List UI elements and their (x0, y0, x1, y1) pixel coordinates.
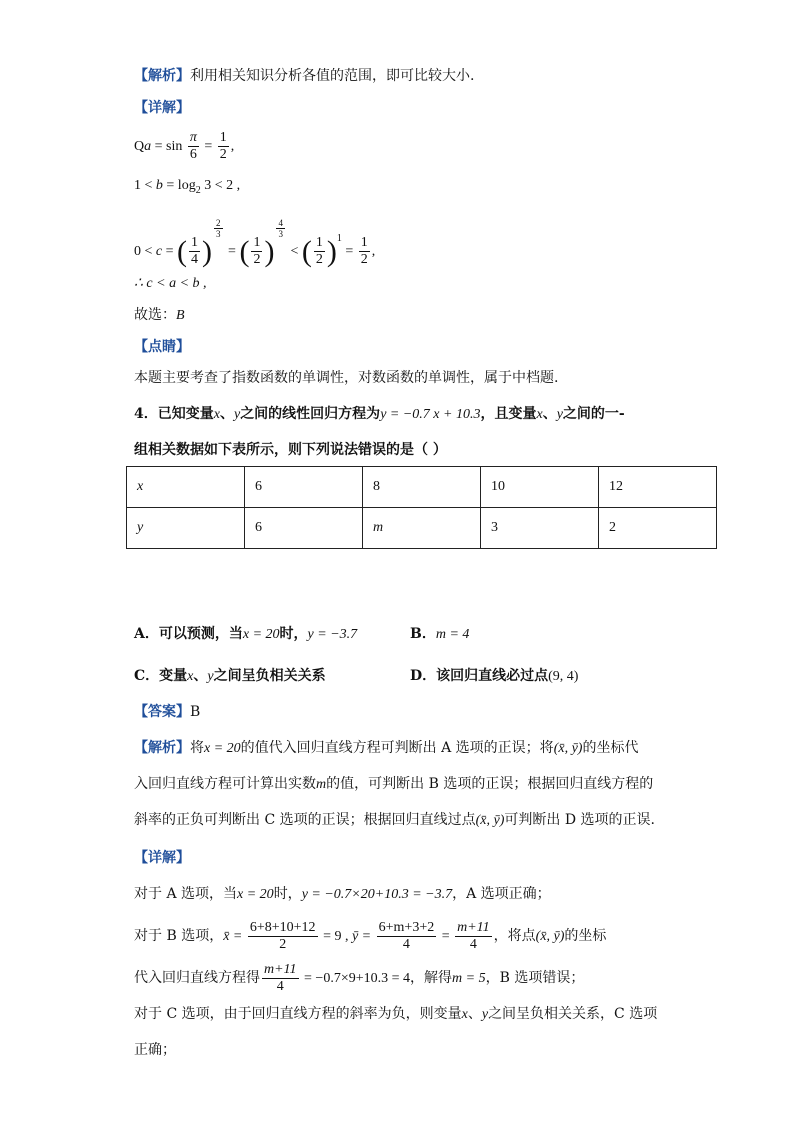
detail-text: 对于 C 选项，由于回归直线方程的斜率为负，则变量 (134, 1006, 462, 1022)
analysis-text: 可判断出 D 选项的正误. (504, 812, 655, 828)
numerator: 1 (191, 235, 199, 251)
detail-text: 对于 A 选项，当 (134, 886, 238, 902)
option-text: 之间呈负相关关系 (213, 668, 326, 684)
option-math: m = 4 (435, 627, 470, 642)
fraction (188, 130, 199, 163)
option-text: D．该回归直线必过点 (410, 668, 549, 684)
table-cell: m (363, 508, 481, 549)
denominator: 4 (276, 978, 284, 994)
math-text: , (371, 244, 376, 259)
analysis-line-1 (134, 738, 638, 759)
analysis-line-2 (134, 774, 653, 795)
detail-text: ，解得 (410, 970, 453, 986)
table-cell: 2 (599, 508, 717, 549)
option-math: y = −3.7 (307, 627, 358, 642)
detail-text: 对于 B 选项， (134, 928, 224, 944)
detail-text: 时， (273, 886, 302, 902)
fraction (189, 235, 200, 268)
analysis-line-3 (134, 810, 655, 831)
regression-equation: y = −0.7 x + 10.3 (380, 407, 481, 422)
var-x: x (536, 407, 543, 422)
table-cell: 10 (481, 467, 599, 508)
fraction (251, 235, 262, 268)
var-y: y (481, 1007, 489, 1022)
math-text: Q (134, 139, 145, 154)
table-row (127, 508, 717, 549)
numerator: 6+m+3+2 (378, 919, 435, 935)
math-var: c (155, 244, 163, 259)
point-mean: (x̄, ȳ) (553, 741, 583, 756)
detail-b-line (134, 914, 606, 959)
detail-text: 之间呈负相关关系，C 选项 (488, 1006, 658, 1022)
q-text: 之间的一- (562, 406, 625, 422)
math-text: = (162, 244, 178, 259)
detail-tag: 【详解】 (134, 100, 190, 116)
detail-tag-line (134, 848, 190, 868)
analysis-text: 入回归直线方程可计算出实数 (134, 776, 316, 792)
analysis-text: 的值，可判断出 B 选项的正误；根据回归直线方程的 (326, 776, 654, 792)
detail-c-line (134, 1004, 657, 1025)
numerator: 1 (219, 130, 227, 146)
option-c (134, 666, 326, 687)
detail-text: 的坐标 (564, 928, 607, 944)
fraction (262, 962, 299, 995)
q-text: 、 (542, 406, 557, 422)
math-line-d: ∴ c < a < b , (134, 276, 207, 291)
table-cell: 8 (363, 467, 481, 508)
math-text: 1 < (134, 178, 156, 193)
math-text: = sin (151, 139, 186, 154)
denominator: 4 (469, 936, 477, 952)
math-text: = log (162, 178, 196, 193)
denominator: 2 (279, 936, 287, 952)
math-text: = (200, 139, 216, 154)
detail-math: m = 5 (452, 971, 486, 986)
analysis-text: 斜率的正负可判断出 C 选项的正误；根据回归直线过点 (134, 812, 476, 828)
math-var: b (155, 178, 163, 193)
option-math: x = 20 (242, 627, 280, 642)
detail-math: x̄ = (223, 929, 246, 944)
numerator: 1 (315, 235, 323, 251)
point-mean: (x̄, ȳ) (535, 929, 565, 944)
table-cell: 6 (245, 467, 363, 508)
answer-tag: 【答案】 (134, 704, 190, 720)
analysis-text: 将 (190, 740, 204, 756)
option-text: 、 (193, 668, 208, 684)
option-b (410, 624, 469, 645)
numerator: m+11 (264, 961, 297, 977)
detail-text: ，B 选项错误； (485, 970, 585, 986)
denominator: 2 (253, 252, 261, 268)
option-text: B． (410, 626, 436, 642)
prev-detail-tag-line (134, 98, 190, 118)
denominator: 2 (360, 252, 368, 268)
question-4-line-2: 组相关数据如下表所示，则下列说法错误的是（ ） (134, 442, 447, 458)
math-text: = (224, 244, 240, 259)
prev-comment-text: 本题主要考查了指数函数的单调性，对数函数的单调性，属于中档题. (134, 370, 559, 386)
detail-tag: 【详解】 (134, 850, 190, 866)
prev-comment-tag-line (134, 337, 190, 357)
option-text: 时， (279, 626, 308, 642)
detail-math: = (438, 929, 454, 944)
analysis-math: x = 20 (204, 741, 241, 756)
denominator: 2 (219, 147, 227, 163)
denominator: 3 (278, 229, 283, 239)
numerator: 4 (278, 218, 283, 228)
comment-tag: 【点睛】 (134, 339, 190, 355)
numerator: 1 (253, 235, 261, 251)
var-y: y (207, 669, 214, 684)
numerator: 6+8+10+12 (249, 919, 316, 935)
var-y: y (556, 407, 563, 422)
exponent: 1 (336, 233, 342, 244)
denominator: 3 (216, 229, 221, 239)
math-text: < (286, 244, 302, 259)
fraction (359, 235, 370, 268)
exponent-fraction (276, 218, 285, 239)
prev-analysis-line (134, 66, 474, 86)
fraction (314, 235, 325, 268)
math-subscript: 2 (195, 184, 201, 196)
option-math: (9, 4) (548, 669, 579, 684)
option-text: C．变量 (134, 668, 188, 684)
detail-math: ȳ = (348, 929, 375, 944)
table-cell: 3 (481, 508, 599, 549)
math-text: 3 < 2 , (200, 178, 241, 193)
prev-choice-line (134, 305, 185, 326)
analysis-text: 利用相关知识分析各值的范围，即可比较大小. (190, 68, 475, 84)
option-text: A．可以预测，当 (134, 626, 243, 642)
math-text: = (341, 244, 357, 259)
fraction (248, 920, 318, 953)
fraction (377, 920, 437, 953)
detail-c-end: 正确； (134, 1042, 176, 1058)
table-cell: x (127, 467, 245, 508)
q-text: 4．已知变量 (134, 406, 214, 422)
table-cell: y (127, 508, 245, 549)
math-line-c: 0 < c = ( $\frac{1}{4}$ ) $\frac{2}{3}$ = ( $\frac{1}{2}$ ) $\frac{4}{3}$ < ( $\frac{1}{2}$ )$^1$ = $\frac{1}{2}$ , (134, 218, 376, 268)
denominator: 2 (315, 252, 323, 268)
math-var: a (144, 139, 152, 154)
numerator: m+11 (457, 919, 490, 935)
analysis-math: m (316, 777, 327, 792)
numerator: 1 (360, 235, 368, 251)
denominator: 4 (402, 936, 410, 952)
fraction (455, 920, 492, 953)
table-cell: 6 (245, 508, 363, 549)
detail-a-line (134, 884, 551, 905)
math-line-b (134, 176, 240, 201)
option-d (410, 666, 578, 687)
denominator: 4 (191, 252, 199, 268)
detail-math: y = −0.7×20+10.3 = −3.7 (301, 887, 453, 902)
q-text: ，且变量 (480, 406, 537, 422)
math-text: 0 < (134, 244, 156, 259)
analysis-text: 的坐标代 (582, 740, 639, 756)
math-text: , (230, 139, 235, 154)
analysis-tag: 【解析】 (134, 740, 190, 756)
exponent-fraction (214, 218, 223, 239)
question-4-line-1 (134, 404, 625, 425)
var-y: y (233, 407, 241, 422)
option-a (134, 624, 357, 645)
numerator: 2 (216, 218, 221, 228)
choice-label: 故选： (134, 307, 176, 323)
answer-line (134, 702, 200, 722)
detail-math: = 9 , (319, 929, 349, 944)
denominator: 6 (189, 147, 197, 163)
detail-sub-line (134, 958, 584, 999)
table-cell: 12 (599, 467, 717, 508)
choice-value: B (176, 308, 185, 323)
var-x: x (187, 669, 194, 684)
data-table (126, 466, 717, 549)
detail-text: 、 (467, 1006, 482, 1022)
analysis-text: 的值代入回归直线方程可判断出 A 选项的正误；将 (240, 740, 554, 756)
numerator: π (189, 130, 197, 146)
answer-value: B (190, 704, 201, 720)
analysis-tag: 【解析】 (134, 68, 190, 84)
detail-math: = −0.7×9+10.3 = 4 (300, 971, 411, 986)
q-text: 、 (219, 406, 234, 422)
var-x: x (213, 407, 220, 422)
detail-text: 代入回归直线方程得 (134, 970, 260, 986)
detail-text: ，将点 (493, 928, 536, 944)
var-x: x (461, 1007, 468, 1022)
q-text: 之间的线性回归方程为 (240, 406, 381, 422)
table-row (127, 467, 717, 508)
detail-text: ，A 选项正确； (452, 886, 551, 902)
fraction (218, 130, 229, 163)
point-mean: (x̄, ȳ) (475, 813, 505, 828)
math-line-a (134, 130, 234, 164)
detail-math: x = 20 (237, 887, 274, 902)
